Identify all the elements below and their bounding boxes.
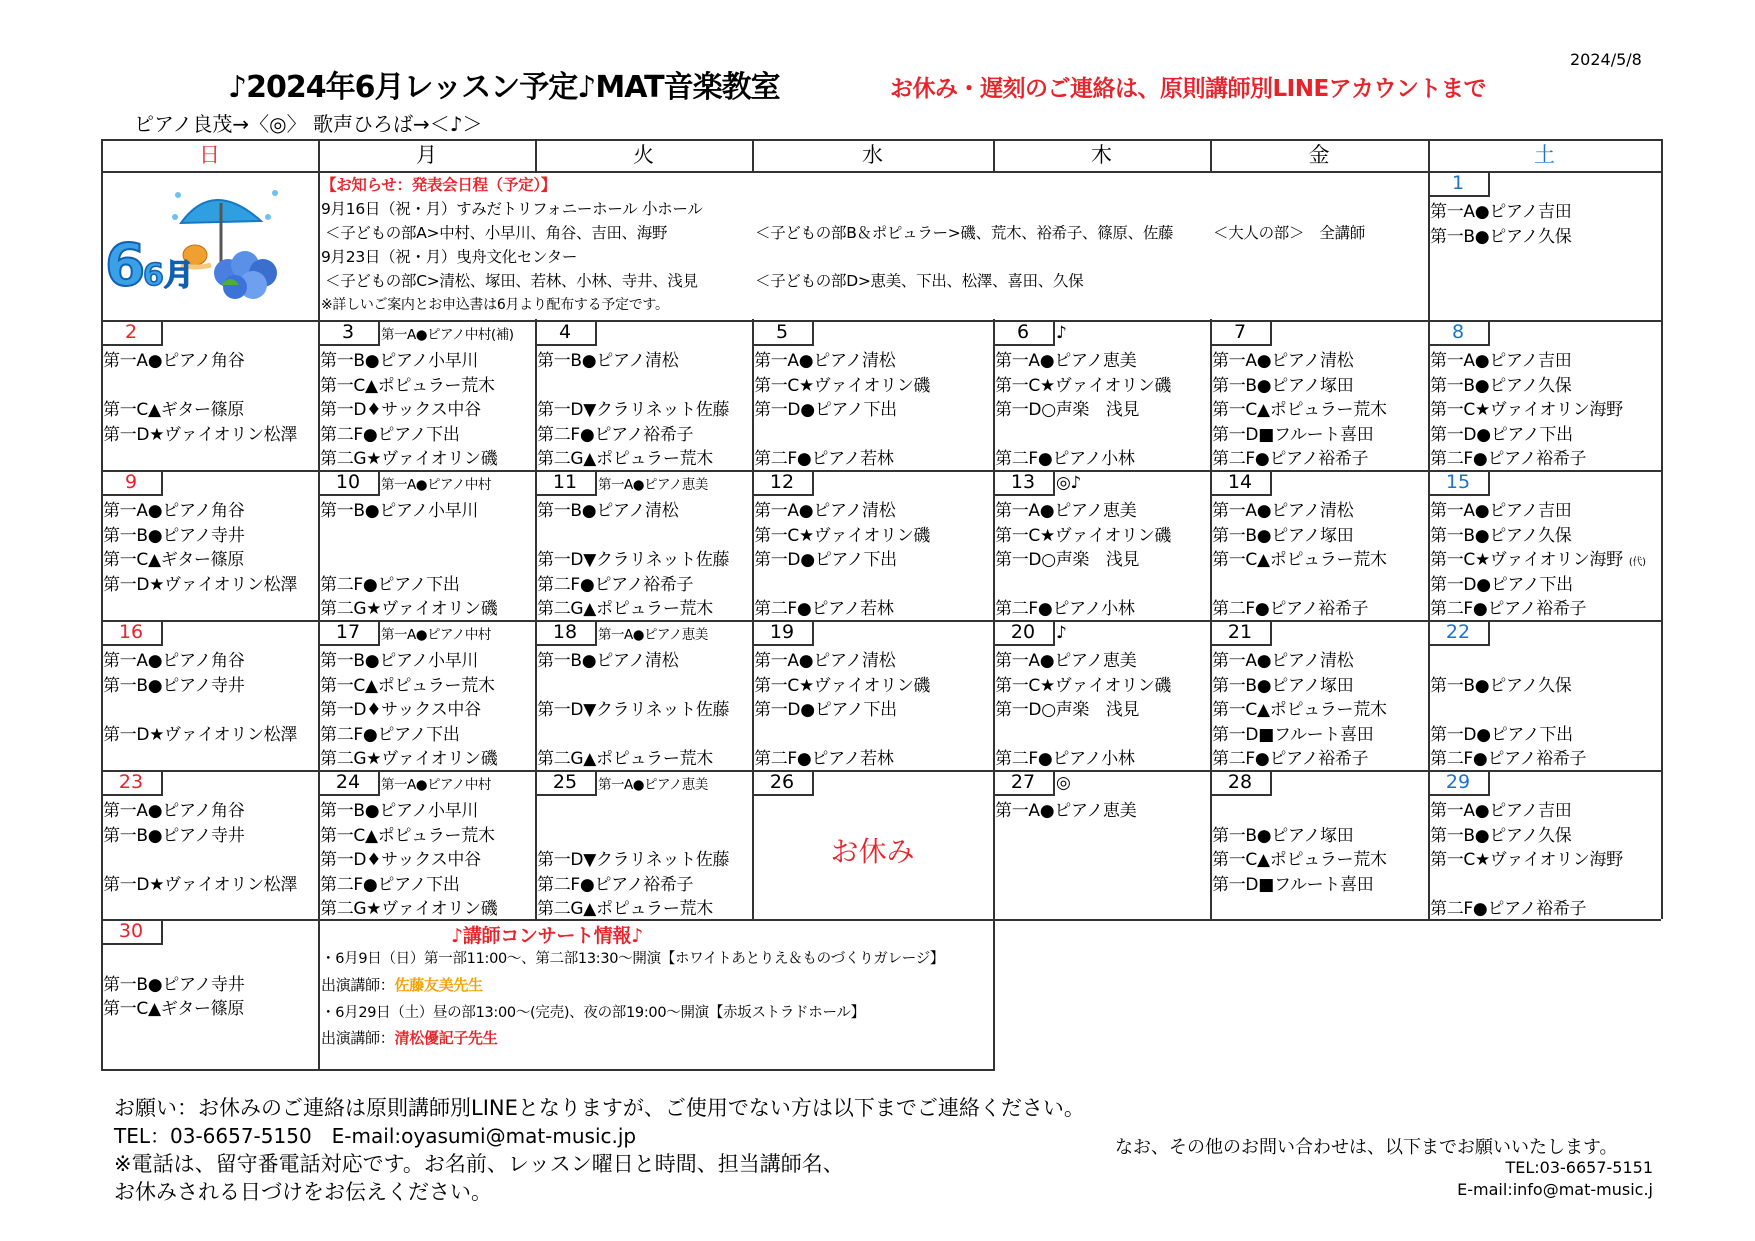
lesson-entry: 第一D♦サックス中谷 bbox=[320, 700, 481, 720]
top-note: 第一A●ピアノ中村 bbox=[381, 477, 491, 493]
lesson-entry: 第二F●ピアノ裕希子 bbox=[1212, 449, 1369, 469]
day-number: 19 bbox=[752, 620, 814, 646]
top-note: 第一A●ピアノ中村 bbox=[381, 777, 491, 793]
lesson-entry: 第一C★ヴァイオリン磯 bbox=[754, 375, 931, 396]
holiday-label: お休み bbox=[830, 835, 915, 868]
lesson-entry: 第一C★ヴァイオリン磯 bbox=[754, 525, 931, 546]
lesson-entry: 第一D♦サックス中谷 bbox=[320, 400, 481, 420]
lesson-entry: 第二G▲ポピュラー荒木 bbox=[537, 599, 713, 619]
day-cell bbox=[101, 470, 318, 620]
top-note: ♪ bbox=[1056, 623, 1067, 643]
day-cell bbox=[993, 470, 1210, 620]
day-number: 14 bbox=[1210, 470, 1272, 496]
lesson-entry: 第一D★ヴァイオリン松澤 bbox=[103, 724, 298, 745]
footer-inquiry-email: E-mail:info@mat-music.j bbox=[1457, 1180, 1653, 1199]
lesson-entry: 第一A●ピアノ吉田 bbox=[1430, 202, 1572, 222]
footer-contact: TEL：03-6657-5150 E-mail:oyasumi@mat-music.jp bbox=[114, 1124, 637, 1148]
day-number: 30 bbox=[101, 919, 163, 945]
day-cell bbox=[1210, 620, 1428, 770]
lesson-entry: 第一B●ピアノ小早川 bbox=[320, 651, 479, 671]
day-number: 2 bbox=[101, 320, 163, 346]
day-cell bbox=[752, 770, 993, 919]
day-number: 12 bbox=[752, 470, 814, 496]
day-cell bbox=[1210, 770, 1428, 919]
day-number: 18 bbox=[535, 620, 597, 646]
day-cell bbox=[993, 770, 1210, 919]
day-cell bbox=[535, 470, 752, 620]
lesson-entry: 第一D○声楽 浅見 bbox=[995, 550, 1140, 570]
lesson-entry: 第一D●ピアノ下出 bbox=[754, 400, 897, 420]
lesson-entry: 第一D●ピアノ下出 bbox=[754, 550, 897, 570]
day-number: 22 bbox=[1428, 620, 1490, 646]
lesson-entry: 第二F●ピアノ下出 bbox=[320, 874, 460, 895]
lesson-entry: 第一C▲ポピュラー荒木 bbox=[1212, 550, 1387, 570]
lesson-entry: 第一B●ピアノ寺井 bbox=[103, 825, 245, 846]
day-cell bbox=[1428, 470, 1661, 620]
footer-note-2: お休みされる日づけをお伝えください。 bbox=[114, 1180, 492, 1204]
lesson-entry: 第一B●ピアノ寺井 bbox=[103, 525, 245, 546]
lesson-entry: 第二F●ピアノ裕希子 bbox=[1430, 599, 1587, 619]
day-cell bbox=[101, 919, 318, 1069]
announcement-line: 9月16日（祝・月）すみだトリフォニーホール 小ホール bbox=[321, 200, 703, 218]
lesson-entry: 第一A●ピアノ清松 bbox=[754, 351, 896, 371]
lesson-entry: 第一C▲ポピュラー荒木 bbox=[1212, 850, 1387, 870]
footer-request: お願い：お休みのご連絡は原則講師別LINEとなりますが、ご使用でない方は以下までご連絡ください。 bbox=[114, 1096, 1085, 1120]
concert-line: ・6月29日（土）昼の部13:00〜(完売)、夜の部19:00〜開演【赤坂ストラドホール】 bbox=[321, 1005, 865, 1021]
lesson-entry: 第一C★ヴァイオリン海野 bbox=[1430, 850, 1623, 870]
lesson-entry: 第一D■フルート喜田 bbox=[1212, 874, 1374, 895]
lesson-entry: 第一A●ピアノ吉田 bbox=[1430, 351, 1572, 371]
lesson-entry: 第二F●ピアノ裕希子 bbox=[1212, 749, 1369, 769]
lesson-entry: 第一B●ピアノ清松 bbox=[537, 651, 679, 671]
announcement-note: ※詳しいご案内とお申込書は6月より配布する予定です。 bbox=[321, 297, 669, 313]
lesson-entry: 第一D★ヴァイオリン松澤 bbox=[103, 874, 298, 895]
lesson-entry: 第二G★ヴァイオリン磯 bbox=[320, 449, 498, 469]
day-cell bbox=[101, 770, 318, 919]
lesson-entry: 第一B●ピアノ久保 bbox=[1430, 525, 1572, 546]
top-note: ◎♪ bbox=[1056, 473, 1081, 493]
performer-label: 出演講師： bbox=[321, 976, 395, 994]
day-cell bbox=[993, 320, 1210, 470]
day-cell bbox=[752, 470, 993, 620]
weekday-header: 土 bbox=[1534, 143, 1555, 167]
lesson-entry: 第二F●ピアノ小林 bbox=[995, 449, 1135, 469]
lesson-entry: 第一D■フルート喜田 bbox=[1212, 424, 1374, 445]
lesson-entry: 第一C★ヴァイオリン海野 bbox=[1430, 400, 1623, 420]
day-cell bbox=[101, 620, 318, 770]
day-number: 9 bbox=[101, 470, 163, 496]
lesson-entry: 第一B●ピアノ小早川 bbox=[320, 801, 479, 821]
lesson-entry: 第二F●ピアノ裕希子 bbox=[1212, 599, 1369, 619]
announcement-line: ＜大人の部＞ 全講師 bbox=[1213, 224, 1366, 242]
lesson-entry: 第一C★ヴァイオリン磯 bbox=[995, 525, 1172, 546]
lesson-entry: 第一A●ピアノ吉田 bbox=[1430, 801, 1572, 821]
day-number: 17 bbox=[318, 620, 380, 646]
lesson-entry: 第二G▲ポピュラー荒木 bbox=[537, 449, 713, 469]
day-cell bbox=[535, 770, 752, 919]
lesson-entry: 第一B●ピアノ清松 bbox=[537, 501, 679, 521]
performer-line bbox=[321, 974, 483, 995]
lesson-entry: 第一C▲ギター篠原 bbox=[103, 550, 245, 570]
empty-area bbox=[995, 921, 1663, 1071]
lesson-entry: 第一B●ピアノ久保 bbox=[1430, 675, 1572, 696]
svg-text:6: 6 bbox=[105, 231, 146, 299]
lesson-entry: 第二G▲ポピュラー荒木 bbox=[537, 749, 713, 769]
announcement-heading: 【お知らせ：発表会日程（予定）】 bbox=[321, 176, 556, 194]
lesson-entry: 第二F●ピアノ下出 bbox=[320, 724, 460, 745]
lesson-entry: 第二F●ピアノ裕希子 bbox=[537, 874, 694, 895]
day-cell bbox=[535, 320, 752, 470]
announcement-line: 9月23日（祝・月）曳舟文化センター bbox=[321, 248, 578, 266]
lesson-entry: 第一B●ピアノ塚田 bbox=[1212, 375, 1354, 396]
lesson-entry: 第二F●ピアノ裕希子 bbox=[1430, 749, 1587, 769]
announcement-line: ＜子どもの部B＆ポピュラー>磯、荒木、裕希子、篠原、佐藤 bbox=[755, 224, 1174, 242]
lesson-entry: 第一A●ピアノ角谷 bbox=[103, 651, 245, 671]
day-cell bbox=[752, 620, 993, 770]
symbol-legend: ピアノ良茂→〈◎〉 歌声ひろば→＜♪＞ bbox=[134, 112, 483, 136]
lesson-entry: 第一D○声楽 浅見 bbox=[995, 700, 1140, 720]
lesson-entry: 第一C▲ポピュラー荒木 bbox=[320, 675, 495, 696]
lesson-entry: 第一A●ピアノ恵美 bbox=[995, 351, 1137, 371]
lesson-entry: 第一B●ピアノ寺井 bbox=[103, 974, 245, 995]
weekday-header: 水 bbox=[862, 143, 883, 167]
lesson-entry: 第一A●ピアノ清松 bbox=[1212, 351, 1354, 371]
grid-row-line bbox=[101, 1069, 1053, 1071]
issue-date: 2024/5/8 bbox=[1570, 50, 1642, 69]
day-number: 23 bbox=[101, 770, 163, 796]
lesson-entry: 第一B●ピアノ小早川 bbox=[320, 351, 479, 371]
day-number: 24 bbox=[318, 770, 380, 796]
performer-label: 出演講師： bbox=[321, 1029, 395, 1047]
lesson-entry: 第一B●ピアノ塚田 bbox=[1212, 825, 1354, 846]
lesson-entry: 第一B●ピアノ清松 bbox=[537, 351, 679, 371]
lesson-entry: 第一D▼クラリネット佐藤 bbox=[537, 700, 730, 720]
lesson-entry: 第一D★ヴァイオリン松澤 bbox=[103, 574, 298, 595]
lesson-entry: 第二F●ピアノ下出 bbox=[320, 574, 460, 595]
announcement-line: ＜子どもの部C>清松、塚田、若林、小林、寺井、浅見 bbox=[325, 272, 698, 290]
lesson-entry: 第二F●ピアノ裕希子 bbox=[1430, 449, 1587, 469]
lesson-entry: 第一A●ピアノ吉田 bbox=[1430, 501, 1572, 521]
lesson-entry: 第一A●ピアノ清松 bbox=[754, 651, 896, 671]
lesson-entry: 第一D●ピアノ下出 bbox=[754, 700, 897, 720]
lesson-entry: 第一C★ヴァイオリン海野 (代) bbox=[1430, 550, 1646, 570]
day-cell bbox=[993, 620, 1210, 770]
substitute-note: (代) bbox=[1628, 557, 1646, 568]
weekday-header: 日 bbox=[199, 143, 220, 167]
lesson-entry: 第一A●ピアノ恵美 bbox=[995, 801, 1137, 821]
lesson-entry: 第二F●ピアノ若林 bbox=[754, 599, 894, 619]
lesson-entry: 第一C★ヴァイオリン磯 bbox=[995, 675, 1172, 696]
day-number: 6 bbox=[993, 320, 1055, 346]
announcement-line: ＜子どもの部D>恵美、下出、松澤、喜田、久保 bbox=[755, 272, 1084, 290]
lesson-entry: 第一C▲ギター篠原 bbox=[103, 999, 245, 1019]
day-number: 11 bbox=[535, 470, 597, 496]
concert-line: ・6月9日（日）第一部11:00〜、第二部13:30〜開演【ホワイトあとりえ＆ものづくりガレージ】 bbox=[321, 951, 945, 967]
lesson-entry: 第一C▲ポピュラー荒木 bbox=[320, 375, 495, 396]
lesson-entry: 第一A●ピアノ恵美 bbox=[995, 651, 1137, 671]
lesson-entry: 第二F●ピアノ下出 bbox=[320, 424, 460, 445]
lesson-entry: 第一B●ピアノ小早川 bbox=[320, 501, 479, 521]
day-number: 10 bbox=[318, 470, 380, 496]
performer-name: 清松優記子先生 bbox=[394, 1029, 498, 1047]
umbrella-snail-hydrangea-icon bbox=[103, 173, 317, 319]
lesson-entry: 第一A●ピアノ角谷 bbox=[103, 801, 245, 821]
lesson-entry: 第一D○声楽 浅見 bbox=[995, 400, 1140, 420]
day-cell bbox=[752, 320, 993, 470]
lesson-entry: 第二G▲ポピュラー荒木 bbox=[537, 899, 713, 919]
lesson-entry: 第一D●ピアノ下出 bbox=[1430, 724, 1573, 745]
day-number: 15 bbox=[1428, 470, 1490, 496]
lesson-entry: 第一C▲ポピュラー荒木 bbox=[1212, 700, 1387, 720]
day-cell bbox=[1428, 620, 1661, 770]
lesson-entry: 第一C▲ポピュラー荒木 bbox=[1212, 400, 1387, 420]
day-number: 3 bbox=[318, 320, 380, 346]
day-cell bbox=[318, 770, 535, 919]
day-number: 28 bbox=[1210, 770, 1272, 796]
top-note: 第一A●ピアノ中村 bbox=[381, 627, 491, 643]
day-number: 7 bbox=[1210, 320, 1272, 346]
top-note: 第一A●ピアノ恵美 bbox=[598, 627, 708, 643]
lesson-entry: 第二F●ピアノ若林 bbox=[754, 449, 894, 469]
lesson-entry: 第一D▼クラリネット佐藤 bbox=[537, 850, 730, 870]
day-cell bbox=[1428, 770, 1661, 919]
lesson-entry: 第二F●ピアノ若林 bbox=[754, 749, 894, 769]
day-number: 4 bbox=[535, 320, 597, 346]
day-number: 27 bbox=[993, 770, 1055, 796]
top-note: 第一A●ピアノ恵美 bbox=[598, 477, 708, 493]
lesson-entry: 第一B●ピアノ塚田 bbox=[1212, 525, 1354, 546]
lesson-entry: 第一B●ピアノ久保 bbox=[1430, 226, 1572, 247]
lesson-entry: 第一B●ピアノ久保 bbox=[1430, 375, 1572, 396]
performer-line bbox=[321, 1027, 497, 1048]
lesson-calendar bbox=[101, 139, 1661, 1069]
lesson-entry: 第一A●ピアノ角谷 bbox=[103, 501, 245, 521]
lesson-entry: 第二G★ヴァイオリン磯 bbox=[320, 749, 498, 769]
top-note: ◎ bbox=[1056, 773, 1071, 793]
day-number: 20 bbox=[993, 620, 1055, 646]
lesson-entry: 第一A●ピアノ恵美 bbox=[995, 501, 1137, 521]
lesson-entry: 第一B●ピアノ久保 bbox=[1430, 825, 1572, 846]
lesson-entry: 第一C▲ギター篠原 bbox=[103, 400, 245, 420]
weekday-header: 月 bbox=[416, 143, 437, 167]
top-note: ♪ bbox=[1056, 323, 1067, 343]
performer-name: 佐藤友美先生 bbox=[394, 976, 483, 994]
weekday-header: 木 bbox=[1091, 143, 1112, 167]
day-cell bbox=[1428, 171, 1661, 320]
lesson-entry: 第二F●ピアノ小林 bbox=[995, 749, 1135, 769]
lesson-entry: 第二F●ピアノ裕希子 bbox=[1430, 899, 1587, 919]
day-cell bbox=[1210, 470, 1428, 620]
lesson-entry: 第一C★ヴァイオリン磯 bbox=[995, 375, 1172, 396]
lesson-entry: 第一A●ピアノ角谷 bbox=[103, 351, 245, 371]
lesson-entry: 第一D●ピアノ下出 bbox=[1430, 574, 1573, 595]
lesson-entry: 第二F●ピアノ裕希子 bbox=[537, 574, 694, 595]
footer-inquiry-tel: TEL:03-6657-5151 bbox=[1505, 1158, 1653, 1177]
day-cell bbox=[318, 470, 535, 620]
day-cell bbox=[535, 620, 752, 770]
lesson-entry: 第一A●ピアノ清松 bbox=[1212, 501, 1354, 521]
day-cell bbox=[318, 620, 535, 770]
day-cell bbox=[101, 320, 318, 470]
lesson-entry: 第一C★ヴァイオリン磯 bbox=[754, 675, 931, 696]
day-number: 8 bbox=[1428, 320, 1490, 346]
day-number: 5 bbox=[752, 320, 814, 346]
lesson-entry: 第一B●ピアノ寺井 bbox=[103, 675, 245, 696]
lesson-entry: 第一D▼クラリネット佐藤 bbox=[537, 550, 730, 570]
top-note: 第一A●ピアノ中村(補) bbox=[381, 327, 514, 343]
day-number: 21 bbox=[1210, 620, 1272, 646]
footer-inquiry: なお、その他のお問い合わせは、以下までお願いいたします。 bbox=[1115, 1137, 1618, 1158]
day-number: 26 bbox=[752, 770, 814, 796]
day-number: 13 bbox=[993, 470, 1055, 496]
footer-note: ※電話は、留守番電話対応です。お名前、レッスン曜日と時間、担当講師名、 bbox=[114, 1152, 844, 1176]
lesson-entry: 第一D■フルート喜田 bbox=[1212, 724, 1374, 745]
day-number: 25 bbox=[535, 770, 597, 796]
day-cell bbox=[1428, 320, 1661, 470]
lesson-entry: 第二G★ヴァイオリン磯 bbox=[320, 899, 498, 919]
weekday-header: 金 bbox=[1308, 143, 1330, 167]
lesson-entry: 第一B●ピアノ塚田 bbox=[1212, 675, 1354, 696]
weekday-header: 火 bbox=[633, 143, 654, 167]
lesson-entry: 第一D●ピアノ下出 bbox=[1430, 424, 1573, 445]
announcement-line: ＜子どもの部A>中村、小早川、角谷、吉田、海野 bbox=[325, 224, 668, 242]
lesson-entry: 第一D♦サックス中谷 bbox=[320, 850, 481, 870]
contact-notice: お休み・遅刻のご連絡は、原則講師別LINEアカウントまで bbox=[890, 76, 1486, 102]
lesson-entry: 第二G★ヴァイオリン磯 bbox=[320, 599, 498, 619]
day-number: 1 bbox=[1428, 171, 1490, 197]
lesson-entry: 第一C▲ポピュラー荒木 bbox=[320, 825, 495, 846]
june-label: 6月 bbox=[143, 258, 194, 293]
lesson-entry: 第一D★ヴァイオリン松澤 bbox=[103, 424, 298, 445]
top-note: 第一A●ピアノ恵美 bbox=[598, 777, 708, 793]
lesson-entry: 第一A●ピアノ清松 bbox=[1212, 651, 1354, 671]
day-cell bbox=[318, 320, 535, 470]
concert-heading: ♪講師コンサート情報♪ bbox=[451, 925, 643, 947]
lesson-entry: 第一D▼クラリネット佐藤 bbox=[537, 400, 730, 420]
page-title: ♪2024年6月レッスン予定♪MAT音楽教室 bbox=[228, 70, 780, 105]
lesson-entry: 第二F●ピアノ小林 bbox=[995, 599, 1135, 619]
day-number: 16 bbox=[101, 620, 163, 646]
lesson-entry: 第一A●ピアノ清松 bbox=[754, 501, 896, 521]
grid-col-line bbox=[1661, 139, 1663, 919]
lesson-entry: 第二F●ピアノ裕希子 bbox=[537, 424, 694, 445]
day-cell bbox=[1210, 320, 1428, 470]
day-number: 29 bbox=[1428, 770, 1490, 796]
